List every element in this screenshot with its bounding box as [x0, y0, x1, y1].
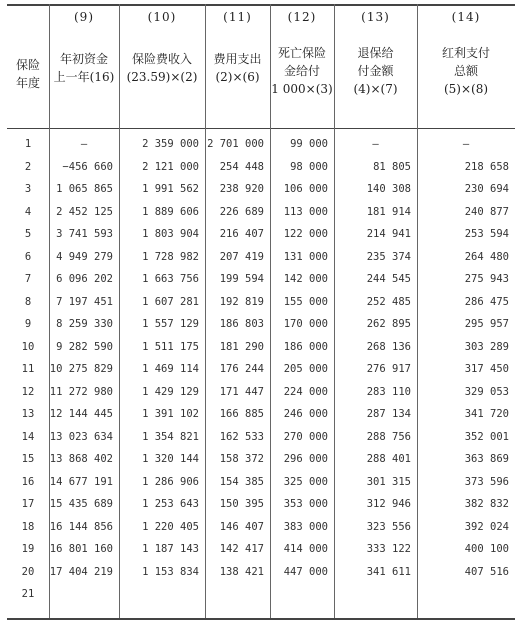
- table-cell-c13: 81 805: [373, 160, 411, 173]
- row-year: 21: [21, 588, 35, 600]
- table-cell-c13: 276 917: [366, 363, 411, 375]
- header-label-line: 付金额: [357, 64, 394, 78]
- table-cell-c12: 170 000: [283, 318, 328, 330]
- table-cell-c13: 244 545: [366, 273, 411, 285]
- table-cell-c13: 140 308: [366, 183, 411, 195]
- header-label-line: (4)×(7): [353, 82, 398, 96]
- table-cell-c12: 142 000: [283, 273, 328, 285]
- table-cell-c11: 226 689: [219, 205, 264, 218]
- header-label-line: 费用支出: [213, 52, 262, 66]
- table-cell-c9: 10 275 829: [49, 363, 113, 375]
- row-year: 4: [24, 205, 32, 218]
- table-cell-c14: 329 053: [464, 385, 509, 398]
- table-cell-c13: 214 941: [366, 228, 411, 240]
- table-cell-c14: 317 450: [464, 363, 509, 375]
- table-cell-c13: 333 122: [366, 543, 411, 555]
- row-year: 13: [21, 408, 35, 420]
- header-column-number: (14): [451, 10, 481, 24]
- table-cell-c9: 4 949 279: [56, 250, 113, 263]
- row-year: 19: [21, 543, 35, 555]
- table-cell-c9: 2 452 125: [56, 205, 113, 218]
- table-cell-c11: 166 885: [219, 408, 264, 420]
- table-cell-c14: 218 658: [464, 160, 509, 173]
- table-cell-c10: 1 557 129: [142, 318, 199, 330]
- table-cell-c9: —: [80, 138, 88, 150]
- table-cell-c12: 353 000: [283, 498, 328, 510]
- header-label-line: (5)×(8): [443, 82, 489, 96]
- header-column-label: [119, 50, 205, 86]
- header-label-line: 总额: [453, 64, 478, 78]
- header-label-line: 保险费收入: [131, 52, 192, 66]
- table-cell-c12: 246 000: [283, 408, 328, 420]
- header-column-number: (10): [147, 10, 177, 24]
- row-year: 12: [21, 385, 35, 398]
- table-cell-c13: 262 895: [366, 318, 411, 330]
- table-cell-c14: —: [462, 138, 470, 150]
- row-year: 15: [21, 453, 35, 465]
- table-cell-c13: 252 485: [366, 295, 411, 308]
- table-cell-c13: —: [372, 138, 379, 150]
- row-year: 9: [24, 318, 32, 330]
- table-cell-c11: 207 419: [219, 250, 264, 263]
- table-cell-c10: 1 991 562: [142, 183, 199, 195]
- table-cell-c13: 288 401: [366, 453, 411, 465]
- header-year-line: 年度: [15, 76, 40, 90]
- header-label-line: 金给付: [283, 64, 320, 78]
- table-cell-c14: 373 596: [464, 475, 509, 488]
- table-cell-c13: 323 556: [366, 520, 411, 533]
- row-year: 14: [21, 430, 35, 443]
- table-cell-c11: 138 421: [219, 565, 264, 578]
- table-cell-c12: 98 000: [290, 160, 328, 173]
- table-cell-c9: 6 096 202: [56, 273, 113, 285]
- table-cell-c10: 1 391 102: [142, 408, 199, 420]
- table-cell-c13: 268 136: [366, 340, 411, 353]
- table-cell-c10: 1 220 405: [142, 520, 199, 533]
- table-cell-c11: 146 407: [219, 520, 264, 533]
- table-cell-c14: 392 024: [464, 520, 509, 533]
- row-year: 5: [24, 228, 32, 240]
- table-cell-c9: 13 868 402: [49, 453, 113, 465]
- table-cell-c10: 1 429 129: [142, 385, 199, 398]
- bottom-rule: [7, 618, 515, 620]
- table-cell-c10: 1 187 143: [142, 543, 199, 555]
- header-label-line: (23.59)×(2): [126, 70, 198, 84]
- header-column-label: [334, 44, 417, 98]
- table-cell-c14: 352 001: [464, 430, 509, 443]
- top-rule: [7, 4, 515, 6]
- table-cell-c9: 1 065 865: [56, 183, 113, 195]
- row-year: 17: [21, 498, 35, 510]
- header-column-number: (12): [287, 10, 317, 24]
- header-column-label: [270, 44, 334, 98]
- table-cell-c9: 7 197 451: [56, 295, 113, 308]
- table-cell-c9: 16 144 856: [49, 520, 113, 533]
- table-cell-c9: 17 404 219: [49, 565, 113, 578]
- row-year: 11: [21, 363, 35, 375]
- table-cell-c10: 1 469 114: [142, 363, 199, 375]
- table-cell-c11: 142 417: [219, 543, 264, 555]
- table-cell-c13: 235 374: [366, 250, 411, 263]
- table-cell-c11: 158 372: [219, 453, 264, 465]
- table-cell-c13: 312 946: [366, 498, 411, 510]
- table-cell-c10: 1 320 144: [142, 453, 199, 465]
- table-cell-c11: 199 594: [219, 273, 264, 285]
- table-cell-c14: 230 694: [464, 183, 509, 195]
- header-year-label: [7, 56, 49, 92]
- table-cell-c14: 341 720: [464, 408, 509, 420]
- table-cell-c13: 181 914: [366, 205, 411, 218]
- table-cell-c11: 181 290: [219, 340, 264, 353]
- table-cell-c9: 13 023 634: [49, 430, 113, 443]
- row-year: 18: [21, 520, 35, 533]
- table-cell-c10: 1 286 906: [142, 475, 199, 488]
- table-cell-c12: 296 000: [283, 453, 328, 465]
- table-cell-c12: 186 000: [283, 340, 328, 353]
- table-cell-c10: 1 607 281: [142, 295, 199, 308]
- header-label-line: 红利支付: [441, 46, 490, 60]
- table-cell-c12: 383 000: [283, 520, 328, 533]
- table-cell-c12: 414 000: [283, 543, 328, 555]
- header-column-number: (9): [74, 10, 94, 24]
- table-cell-c13: 287 134: [366, 408, 411, 420]
- table-cell-c9: 8 259 330: [56, 318, 113, 330]
- header-year-line: 保险: [15, 58, 40, 72]
- row-year: 7: [24, 273, 32, 285]
- table-cell-c9: −456 660: [62, 160, 113, 173]
- row-year: 16: [21, 475, 35, 488]
- table-cell-c10: 1 511 175: [142, 340, 199, 353]
- table-cell-c9: 15 435 689: [49, 498, 113, 510]
- table-cell-c12: 270 000: [283, 430, 328, 443]
- table-cell-c11: 2 701 000: [207, 138, 264, 150]
- table-cell-c14: 286 475: [464, 295, 509, 308]
- row-year: 20: [21, 565, 35, 578]
- table-cell-c9: 9 282 590: [56, 340, 113, 353]
- table-cell-c9: 3 741 593: [56, 228, 113, 240]
- header-column-label: [49, 50, 119, 86]
- table-cell-c11: 150 395: [219, 498, 264, 510]
- data-table: [7, 4, 515, 620]
- table-cell-c11: 238 920: [219, 183, 264, 195]
- table-cell-c11: 216 407: [219, 228, 264, 240]
- table-cell-c12: 325 000: [283, 475, 328, 488]
- table-cell-c11: 154 385: [219, 475, 264, 488]
- table-cell-c10: 1 889 606: [142, 205, 199, 218]
- row-year: 2: [24, 160, 32, 173]
- table-cell-c10: 2 359 000: [142, 138, 199, 150]
- table-cell-c9: 16 801 160: [49, 543, 113, 555]
- table-cell-c14: 253 594: [464, 228, 509, 240]
- table-cell-c14: 303 289: [464, 340, 509, 353]
- table-cell-c11: 186 803: [219, 318, 264, 330]
- table-cell-c12: 106 000: [283, 183, 328, 195]
- header-label-line: (2)×(6): [215, 70, 260, 84]
- table-cell-c12: 99 000: [290, 138, 328, 150]
- table-cell-c9: 11 272 980: [49, 385, 113, 398]
- table-cell-c11: 162 533: [219, 430, 264, 443]
- table-cell-c12: 155 000: [283, 295, 328, 308]
- table-cell-c14: 407 516: [464, 565, 509, 578]
- row-year: 8: [24, 295, 32, 308]
- table-cell-c11: 192 819: [219, 295, 264, 308]
- table-cell-c9: 14 677 191: [49, 475, 113, 488]
- table-cell-c14: 363 869: [464, 453, 509, 465]
- table-cell-c13: 301 315: [366, 475, 411, 488]
- row-year: 6: [24, 250, 32, 263]
- table-cell-c10: 1 153 834: [142, 565, 199, 578]
- table-cell-c14: 240 877: [464, 205, 509, 218]
- table-cell-c10: 1 354 821: [142, 430, 199, 443]
- table-cell-c11: 254 448: [219, 160, 264, 173]
- header-column-number: (13): [361, 10, 390, 24]
- table-cell-c12: 447 000: [283, 565, 328, 578]
- table-cell-c14: 275 943: [464, 273, 509, 285]
- header-rule: [7, 128, 515, 129]
- header-column-number: (11): [223, 10, 252, 24]
- header-column-label: [205, 50, 270, 86]
- table-cell-c13: 283 110: [366, 385, 411, 398]
- table-cell-c14: 264 480: [464, 250, 509, 263]
- header-label-line: 死亡保险: [277, 46, 326, 60]
- table-cell-c9: 12 144 445: [49, 408, 113, 420]
- table-cell-c12: 205 000: [283, 363, 328, 375]
- table-cell-c12: 113 000: [283, 205, 328, 218]
- row-year: 3: [24, 183, 32, 195]
- header-label-line: 年初资金: [59, 52, 108, 66]
- header-label-line: 1 000×(3): [271, 82, 333, 96]
- table-cell-c10: 1 663 756: [142, 273, 199, 285]
- header-label-line: 退保给: [357, 46, 394, 60]
- table-cell-c11: 176 244: [219, 363, 264, 375]
- table-cell-c13: 341 611: [366, 565, 411, 578]
- table-cell-c14: 382 832: [464, 498, 509, 510]
- table-cell-c10: 2 121 000: [142, 160, 199, 173]
- header-label-line: 上一年(16): [53, 70, 115, 84]
- table-cell-c12: 122 000: [283, 228, 328, 240]
- table-cell-c10: 1 803 904: [142, 228, 199, 240]
- table-cell-c10: 1 253 643: [142, 498, 199, 510]
- table-cell-c14: 400 100: [464, 543, 509, 555]
- row-year: 1: [24, 138, 32, 150]
- table-cell-c13: 288 756: [366, 430, 411, 443]
- table-cell-c12: 131 000: [283, 250, 328, 263]
- row-year: 10: [21, 340, 35, 353]
- table-cell-c12: 224 000: [283, 385, 328, 398]
- table-cell-c10: 1 728 982: [142, 250, 199, 263]
- table-cell-c14: 295 957: [464, 318, 509, 330]
- table-cell-c11: 171 447: [219, 385, 264, 398]
- header-column-label: [417, 44, 515, 98]
